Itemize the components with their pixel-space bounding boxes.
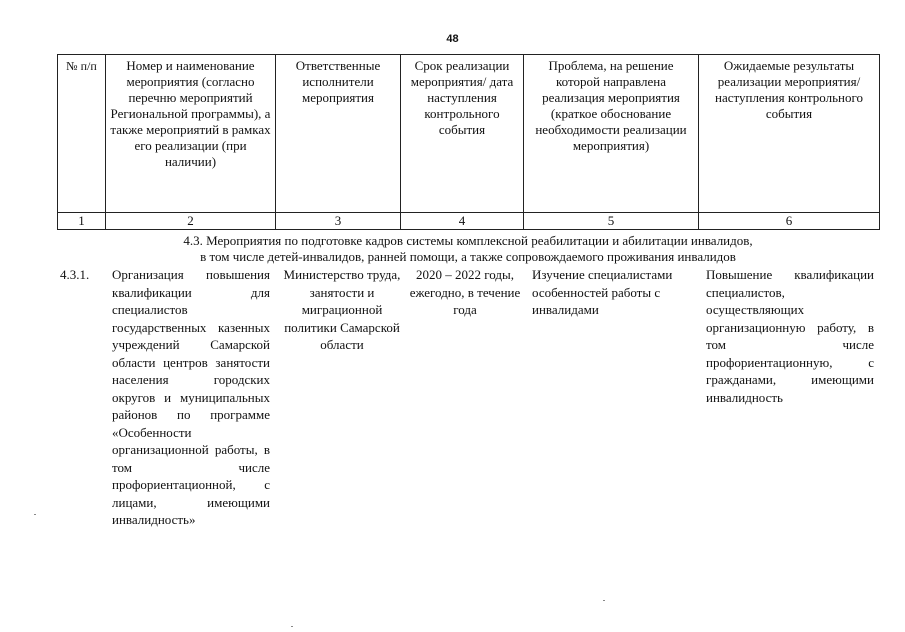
column-number: 4 [401,213,524,230]
header-cell-results: Ожидаемые результаты реализации мероприятия/ наступления контрольного события [699,55,880,213]
table-header [57,54,880,230]
header-cell-problem: Проблема, на решение которой направлена реализация мероприятия (краткое обоснование необходимости реализации мероприятия) [524,55,699,213]
column-number: 2 [106,213,276,230]
page-number: 48 [446,33,459,45]
item-problem: Изучение специалистами особенностей работы с инвалидами [532,267,673,317]
column-number: 6 [699,213,880,230]
scan-speck [291,626,293,627]
section-heading-line-1: 4.3. Мероприятия по подготовке кадров системы комплексной реабилитации и абилитации инвалидов, [183,233,753,248]
header-cell-deadline: Срок реализации мероприятия/ дата наступления контрольного события [401,55,524,213]
header-cell-name: Номер и наименование мероприятия (согласно перечню мероприятий Региональной программы), а также мероприятий в рамках его реализации (при наличии) [106,55,276,213]
item-executors: Министерство труда, занятости и миграционной политики Самарской области [283,267,401,352]
item-number: 4.3.1. [60,267,90,282]
table-header-row [58,55,880,213]
scan-speck [34,514,36,515]
item-deadline: 2020 – 2022 годы, ежегодно, в течение года [409,267,521,317]
column-number: 5 [524,213,699,230]
section-heading-line-2: в том числе детей-инвалидов, ранней помощи, а также сопровождаемого проживания инвалидов [200,249,736,264]
item-name: Организация повышения квалификации для специалистов государственных казенных учреждений Самарской области центров занятости населения городских округов и муниципальных районов по программе «Особенности организационной работы, в том числе профориентационной, с лицами, имеющими инвалидность» [112,267,270,527]
section-heading [57,233,879,265]
scan-speck [603,600,605,601]
header-cell-number: № п/п [58,55,106,213]
header-cell-executors: Ответственные исполнители мероприятия [276,55,401,213]
column-numbers-row [58,213,880,230]
column-number: 1 [58,213,106,230]
item-results: Повышение квалификации специалистов, осуществляющих организационную работу, в том числе профориентационную, с гражданами, имеющими инвалидность [706,267,874,405]
column-number: 3 [276,213,401,230]
